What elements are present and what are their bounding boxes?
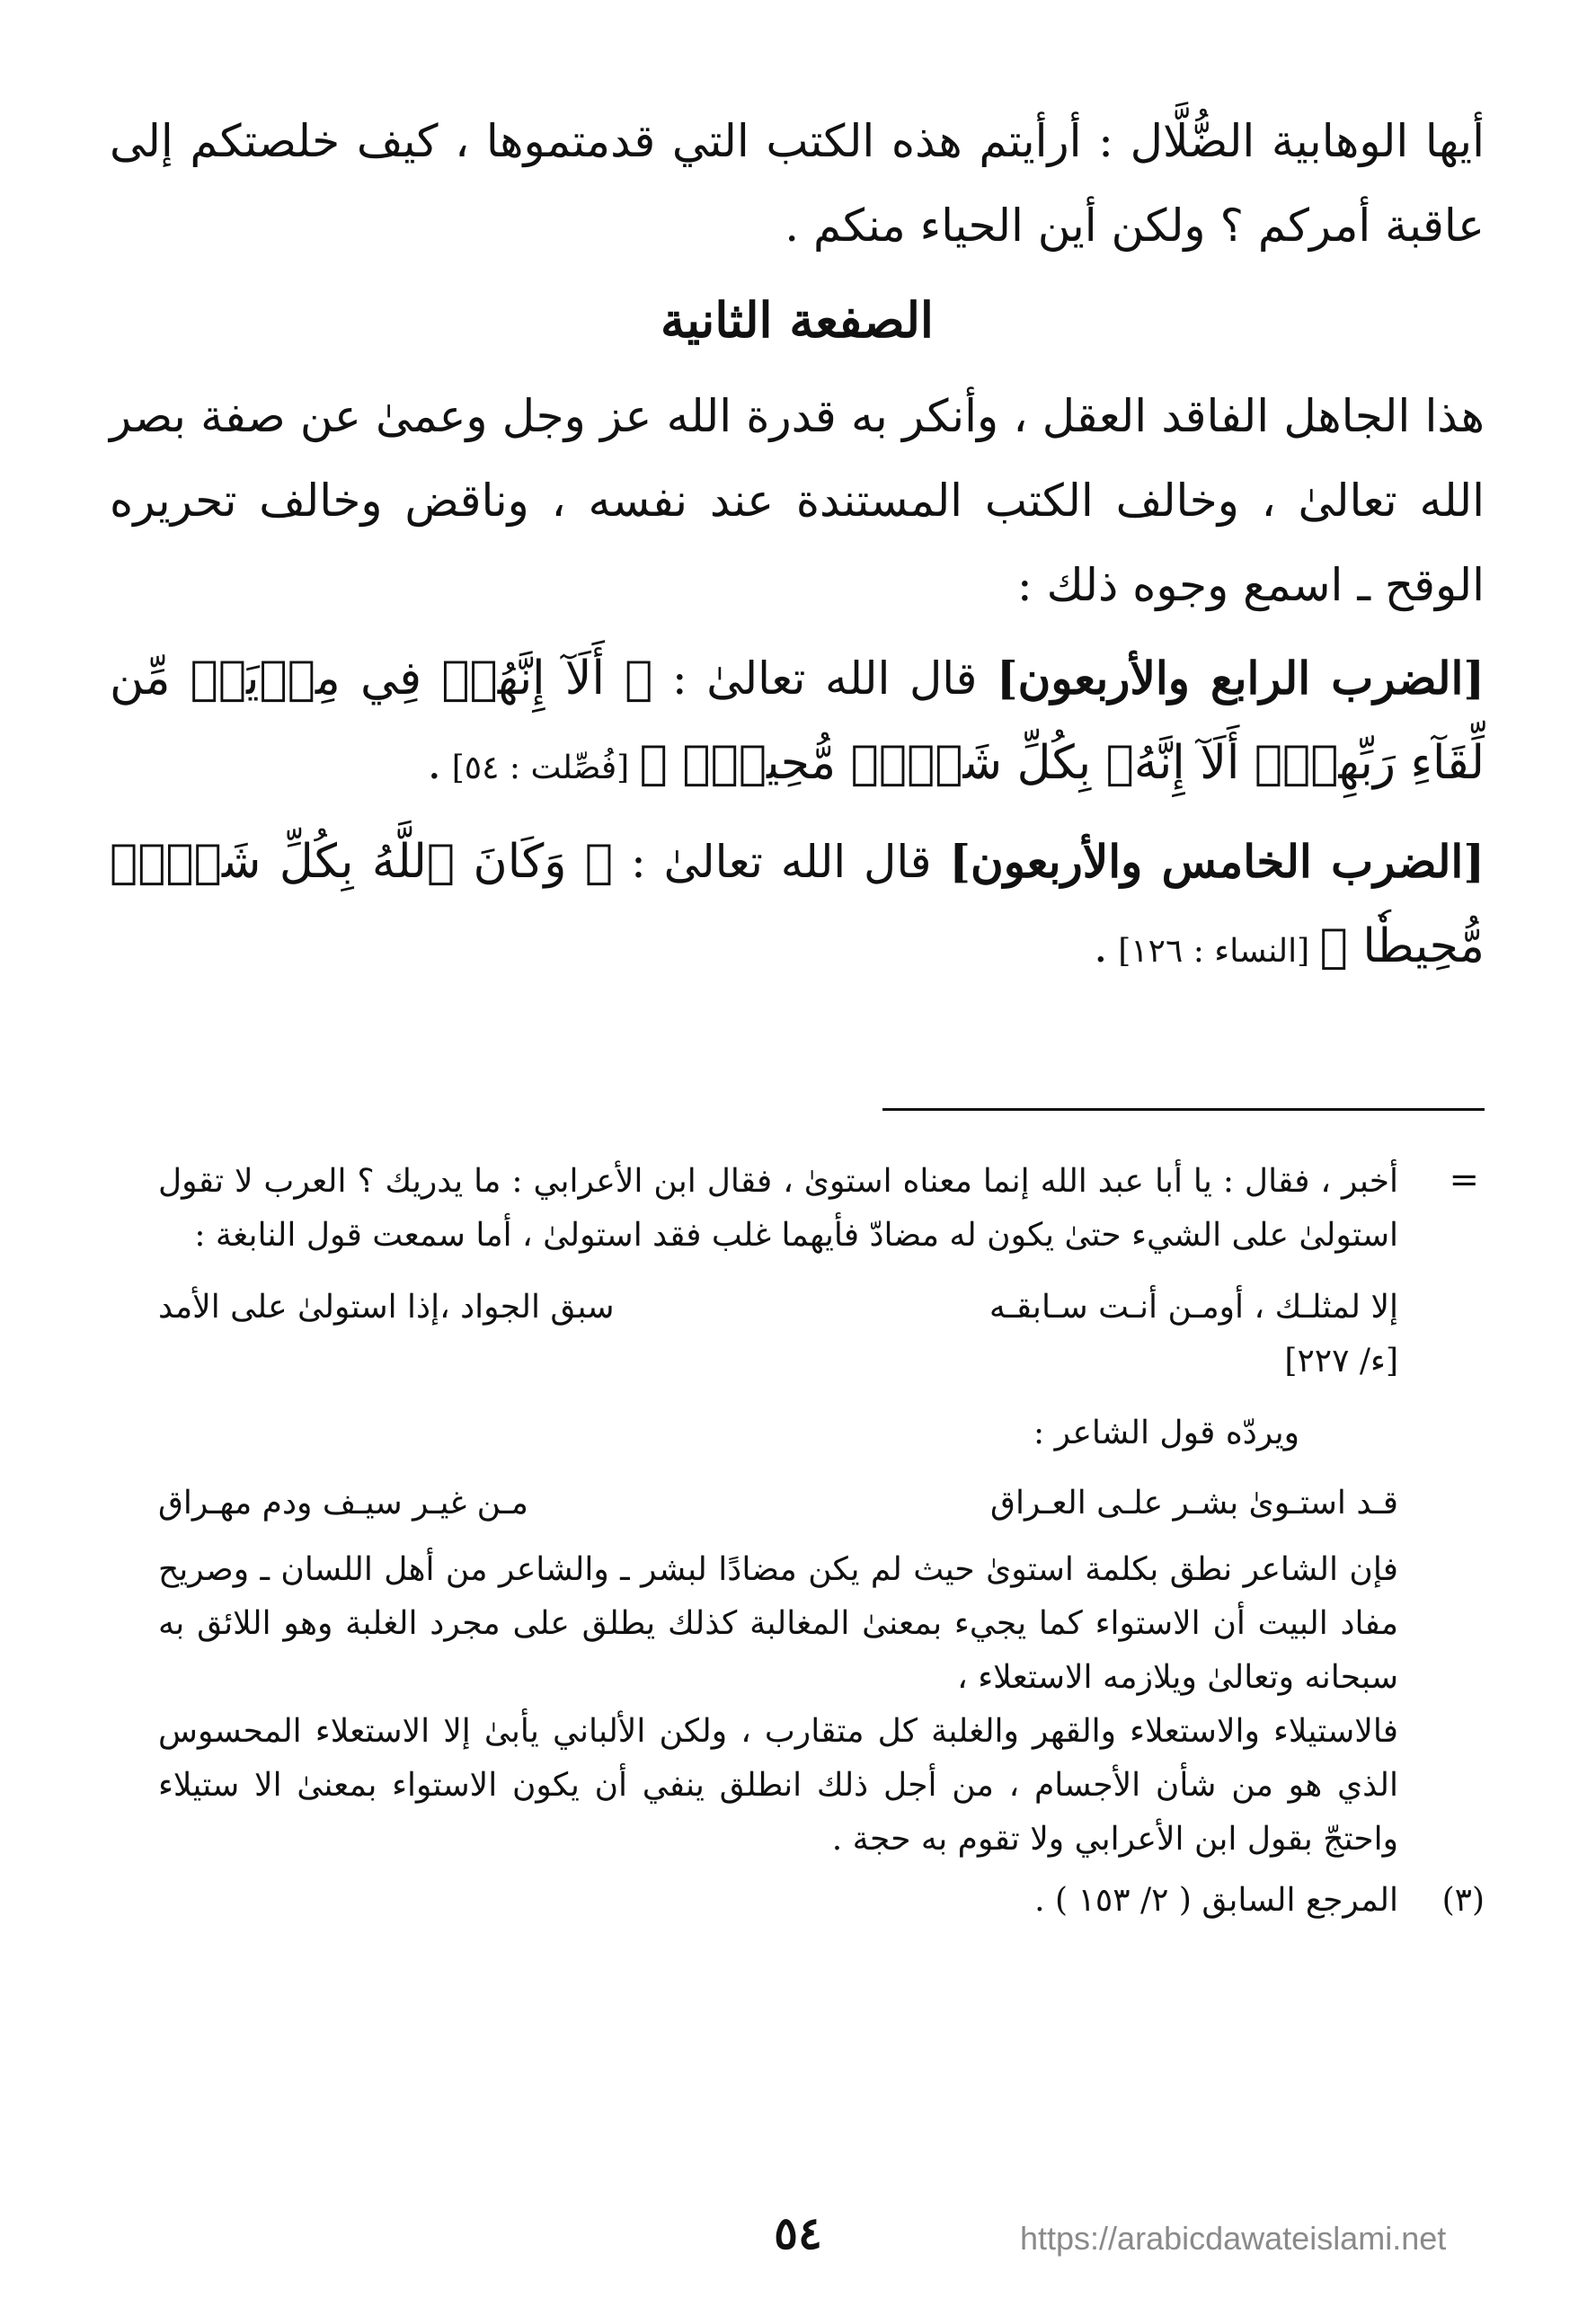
page-number: ٥٤ xyxy=(774,2206,822,2259)
footnote-paragraph-3: فإن الشاعر نطق بكلمة استوىٰ حيث لم يكن مضادًا لبشر ـ والشاعر من أهل اللسان ـ وصريح مفاد البيت أن الاستواء كما يجيء بمعنىٰ المغالبة كذلك يطلق على مجرد الغلبة وهو اللائق به سبحانه وتعالىٰ ويلازمه الاستعلاء ، xyxy=(158,1551,1398,1696)
strike-45-label: [الضرب الخامس والأربعون] xyxy=(949,835,1485,888)
footnote-3-text: المرجع السابق ( ٢/ ١٥٣ ) . xyxy=(1034,1882,1398,1919)
watermark-url: https://arabicdawateislami.net xyxy=(1020,2220,1447,2257)
poem-verse-2 xyxy=(158,1477,1398,1531)
strike-45-end: . xyxy=(1093,920,1108,972)
paragraph-strike-45 xyxy=(110,820,1485,994)
verse-1-reference: [ء/ ٢٢٧] xyxy=(1284,1343,1398,1380)
footnote-paragraph-2: ويردّه قول الشاعر : xyxy=(1033,1415,1299,1451)
quran-verse-fussilat: ﴿ أَلَآ إِنَّهُمۡ فِي مِرۡيَةٖ مِّن لِّقَآءِ رَبِّهِمۡۗ أَلَآ إِنَّهُۥ بِكُلِّ شَيۡءٖ مُّحِيطُۢ ﴾ xyxy=(110,652,1485,790)
main-text xyxy=(110,99,1485,994)
verse-2-second-hemistich: مـن غيـر سيـف ودم مهـراق xyxy=(158,1485,528,1522)
strike-45-intro: قال الله تعالىٰ : xyxy=(613,836,950,888)
paragraph-strike-44 xyxy=(110,636,1485,811)
footnote-paragraph-1: أخبر ، فقال : يا أبا عبد الله إنما معناه استوىٰ ، فقال ابن الأعرابي : ما يدريك ؟ العرب لا تقول استولىٰ على الشيء حتىٰ يكون له مضادّ فأيهما غلب فقد استولىٰ ، أما سمعت قول النابغة : xyxy=(158,1163,1398,1254)
poem-verse-1 xyxy=(158,1281,1398,1335)
footnote-3-number: (٣) xyxy=(1441,1882,1485,1919)
continuation-mark: = xyxy=(1449,1159,1479,1201)
strike-44-end: . xyxy=(427,737,442,789)
quran-verse-nisa: ﴿ وَكَانَ ٱللَّهُ بِكُلِّ شَيۡءٖ مُّحِيطٗا ﴾ xyxy=(110,835,1485,973)
verse-2-first-hemistich: قـد استـوىٰ بشـر علـى العـراق xyxy=(990,1485,1398,1522)
footnote-separator xyxy=(882,1108,1485,1111)
footnotes xyxy=(158,1155,1485,1928)
paragraph-body: هذا الجاهل الفاقد العقل ، وأنكر به قدرة الله عز وجل وعمىٰ عن صفة بصر الله تعالىٰ ، وخالف الكتب المستندة عند نفسه ، وناقض وخالف تحريره الوقح ـ اسمع وجوه ذلك : xyxy=(110,390,1485,611)
footnote-paragraph-4: فالاستيلاء والاستعلاء والقهر والغلبة كل متقارب ، ولكن الألباني يأبىٰ إلا الاستعلاء المحسوس الذي هو من شأن الأجسام ، من أجل ذلك انطلق ينفي أن يكون الاستواء بمعنىٰ الا ستيلاء واحتجّ بقول ابن الأعرابي ولا تقوم به حجة . xyxy=(158,1713,1398,1858)
strike-44-label: [الضرب الرابع والأربعون] xyxy=(997,652,1485,705)
verse-1-first-hemistich: إلا لمثلـك ، أومـن أنـت سـابقـه xyxy=(989,1289,1398,1326)
section-heading: الصفعة الثانية xyxy=(661,291,934,349)
footnote-3 xyxy=(158,1874,1485,1928)
verse-1-second-hemistich: سبق الجواد ،إذا استولىٰ على الأمد xyxy=(158,1289,615,1326)
verse-reference-nisa: [النساء : ١٢٦] xyxy=(1107,933,1320,970)
verse-reference-fussilat: [فُصِّلت : ٥٤] xyxy=(441,750,640,786)
strike-44-intro: قال الله تعالىٰ : xyxy=(652,652,997,705)
paragraph-intro: أيها الوهابية الضُّلَّال : أرأيتم هذه الكتب التي قدمتموها ، كيف خلصتكم إلى عاقبة أمركم ؟ ولكن أين الحياء منكم . xyxy=(110,115,1485,252)
